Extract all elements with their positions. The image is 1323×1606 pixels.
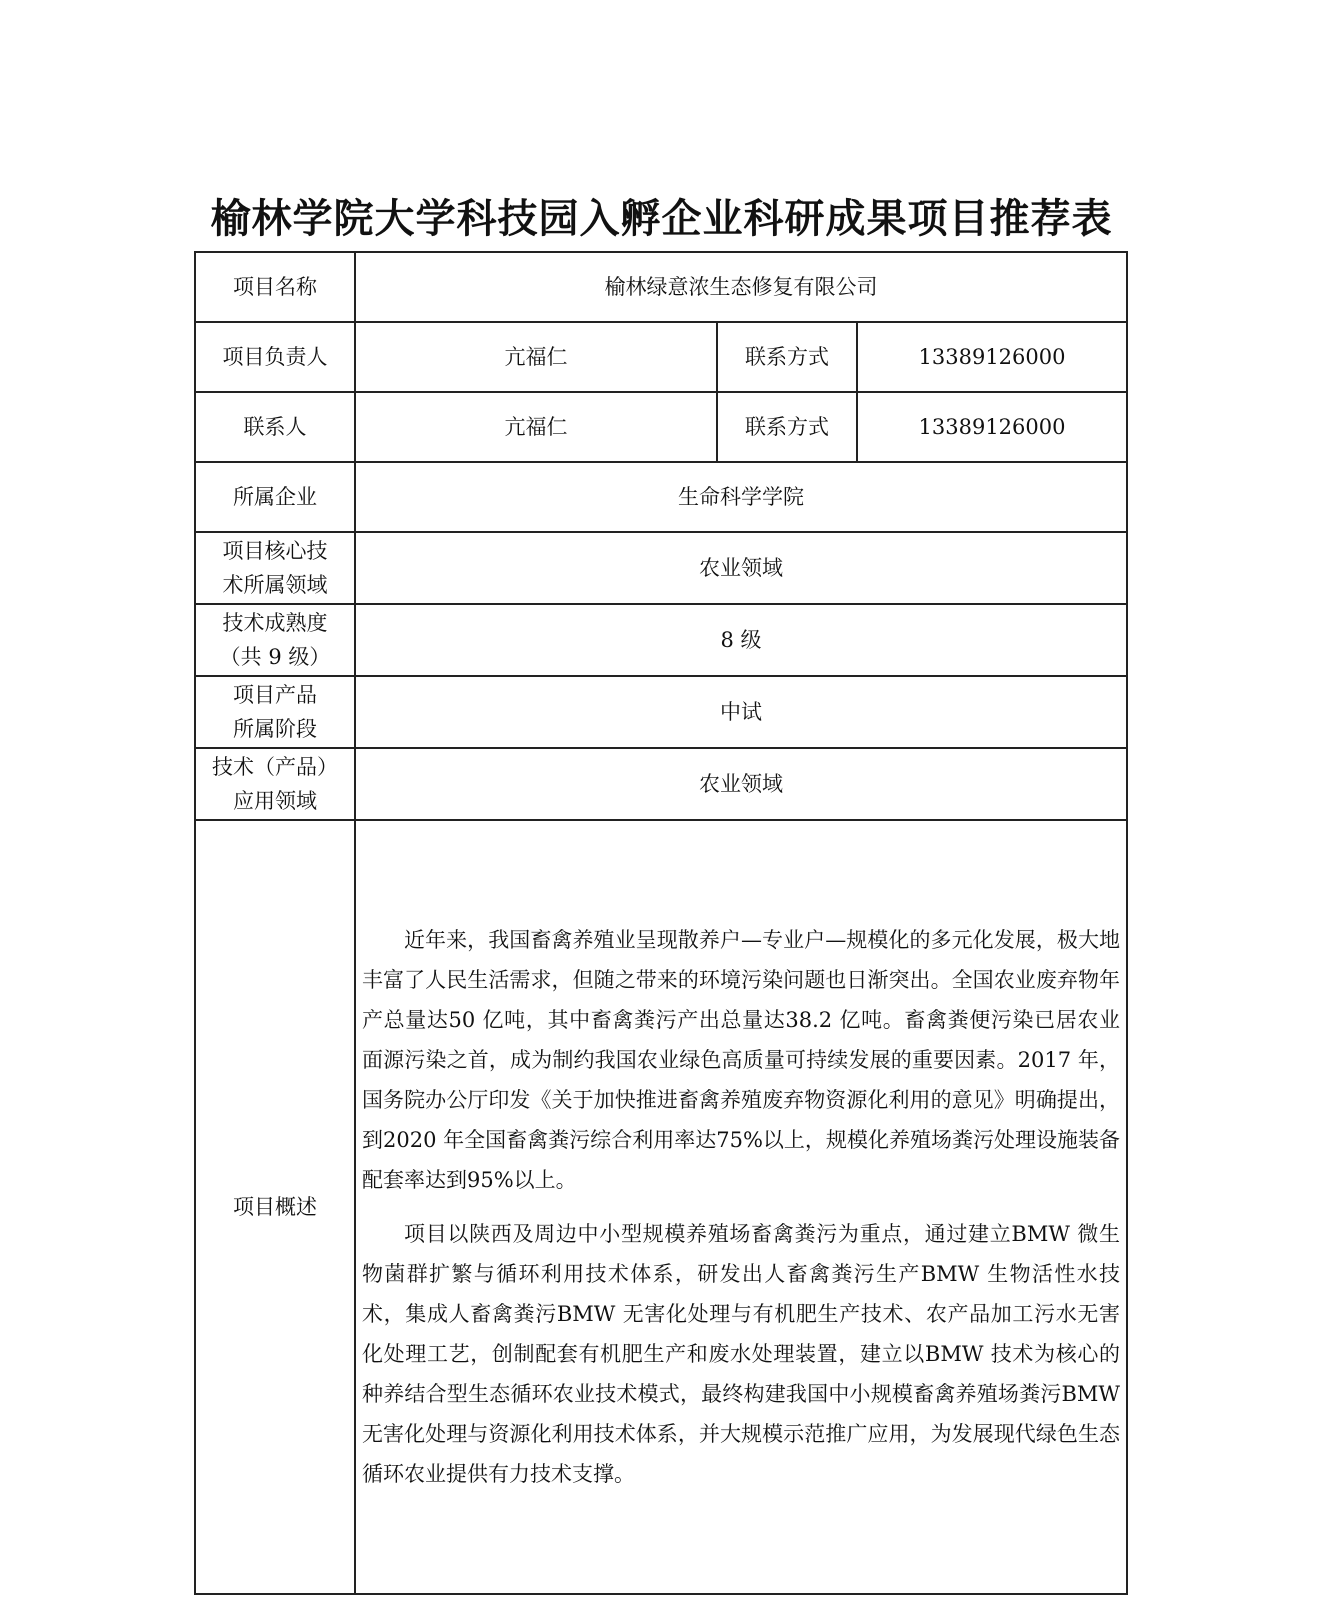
- row-company: [195, 462, 1127, 532]
- row-contact-person: [195, 392, 1127, 462]
- maturity-value: 8 级: [355, 604, 1127, 676]
- core-tech-label: [195, 532, 355, 604]
- core-tech-label-line-1: 项目核心技: [222, 539, 328, 563]
- row-application: [195, 748, 1127, 820]
- core-tech-label-line-2: 术所属领域: [222, 573, 328, 597]
- project-name-value: 榆林绿意浓生态修复有限公司: [355, 252, 1127, 322]
- summary-value: [355, 820, 1127, 1594]
- company-value: 生命科学学院: [355, 462, 1127, 532]
- contact-contact-value: 13389126000: [857, 392, 1127, 462]
- contact-label: 联系人: [195, 392, 355, 462]
- summary-paragraph-2: 项目以陕西及周边中小型规模养殖场畜禽粪污为重点，通过建立BMW 微生物菌群扩繁与循环利用技术体系，研发出人畜禽粪污生产BMW 生物活性水技术，集成人畜禽粪污BMW 无害化处理与有机肥生产技术、农产品加工污水无害化处理工艺，创制配套有机肥生产和废水处理装置，建立以BMW 技术为核心的种养结合型生态循环农业技术模式，最终构建我国中小规模畜禽养殖场粪污BMW 无害化处理与资源化利用技术体系，并大规模示范推广应用，为发展现代绿色生态循环农业提供有力技术支撑。: [362, 1222, 1121, 1486]
- recommendation-form-table: [194, 251, 1128, 1595]
- summary-label: 项目概述: [195, 820, 355, 1594]
- leader-value: 亢福仁: [355, 322, 717, 392]
- row-project-leader: [195, 322, 1127, 392]
- contact-value: 亢福仁: [355, 392, 717, 462]
- row-core-tech: [195, 532, 1127, 604]
- page-title: 榆林学院大学科技园入孵企业科研成果项目推荐表: [210, 196, 1113, 242]
- core-tech-value: 农业领域: [355, 532, 1127, 604]
- company-label: 所属企业: [195, 462, 355, 532]
- row-project-name: [195, 252, 1127, 322]
- maturity-label-line-1: 技术成熟度: [222, 611, 328, 635]
- stage-label-line-1: 项目产品: [233, 683, 317, 707]
- leader-contact-label: 联系方式: [717, 322, 857, 392]
- project-name-label: 项目名称: [195, 252, 355, 322]
- row-stage: [195, 676, 1127, 748]
- stage-label: [195, 676, 355, 748]
- leader-contact-value: 13389126000: [857, 322, 1127, 392]
- summary-paragraph-1: 近年来，我国畜禽养殖业呈现散养户—专业户—规模化的多元化发展，极大地丰富了人民生活需求，但随之带来的环境污染问题也日渐突出。全国农业废弃物年产总量达50 亿吨，其中畜禽粪污产出总量达38.2 亿吨。畜禽粪便污染已居农业面源污染之首，成为制约我国农业绿色高质量可持续发展的重要因素。2017 年，国务院办公厅印发《关于加快推进畜禽养殖废弃物资源化利用的意见》明确提出，到2020 年全国畜禽粪污综合利用率达75%以上，规模化养殖场粪污处理设施装备配套率达到95%以上。: [362, 928, 1121, 1192]
- application-label-line-1: 技术（产品）: [212, 755, 338, 779]
- maturity-label: [195, 604, 355, 676]
- stage-value: 中试: [355, 676, 1127, 748]
- application-label: [195, 748, 355, 820]
- contact-contact-label: 联系方式: [717, 392, 857, 462]
- row-maturity: [195, 604, 1127, 676]
- row-summary: [195, 820, 1127, 1594]
- maturity-label-line-2: （共 9 级）: [219, 645, 331, 669]
- application-label-line-2: 应用领域: [233, 789, 317, 813]
- stage-label-line-2: 所属阶段: [233, 717, 317, 741]
- leader-label: 项目负责人: [195, 322, 355, 392]
- application-value: 农业领域: [355, 748, 1127, 820]
